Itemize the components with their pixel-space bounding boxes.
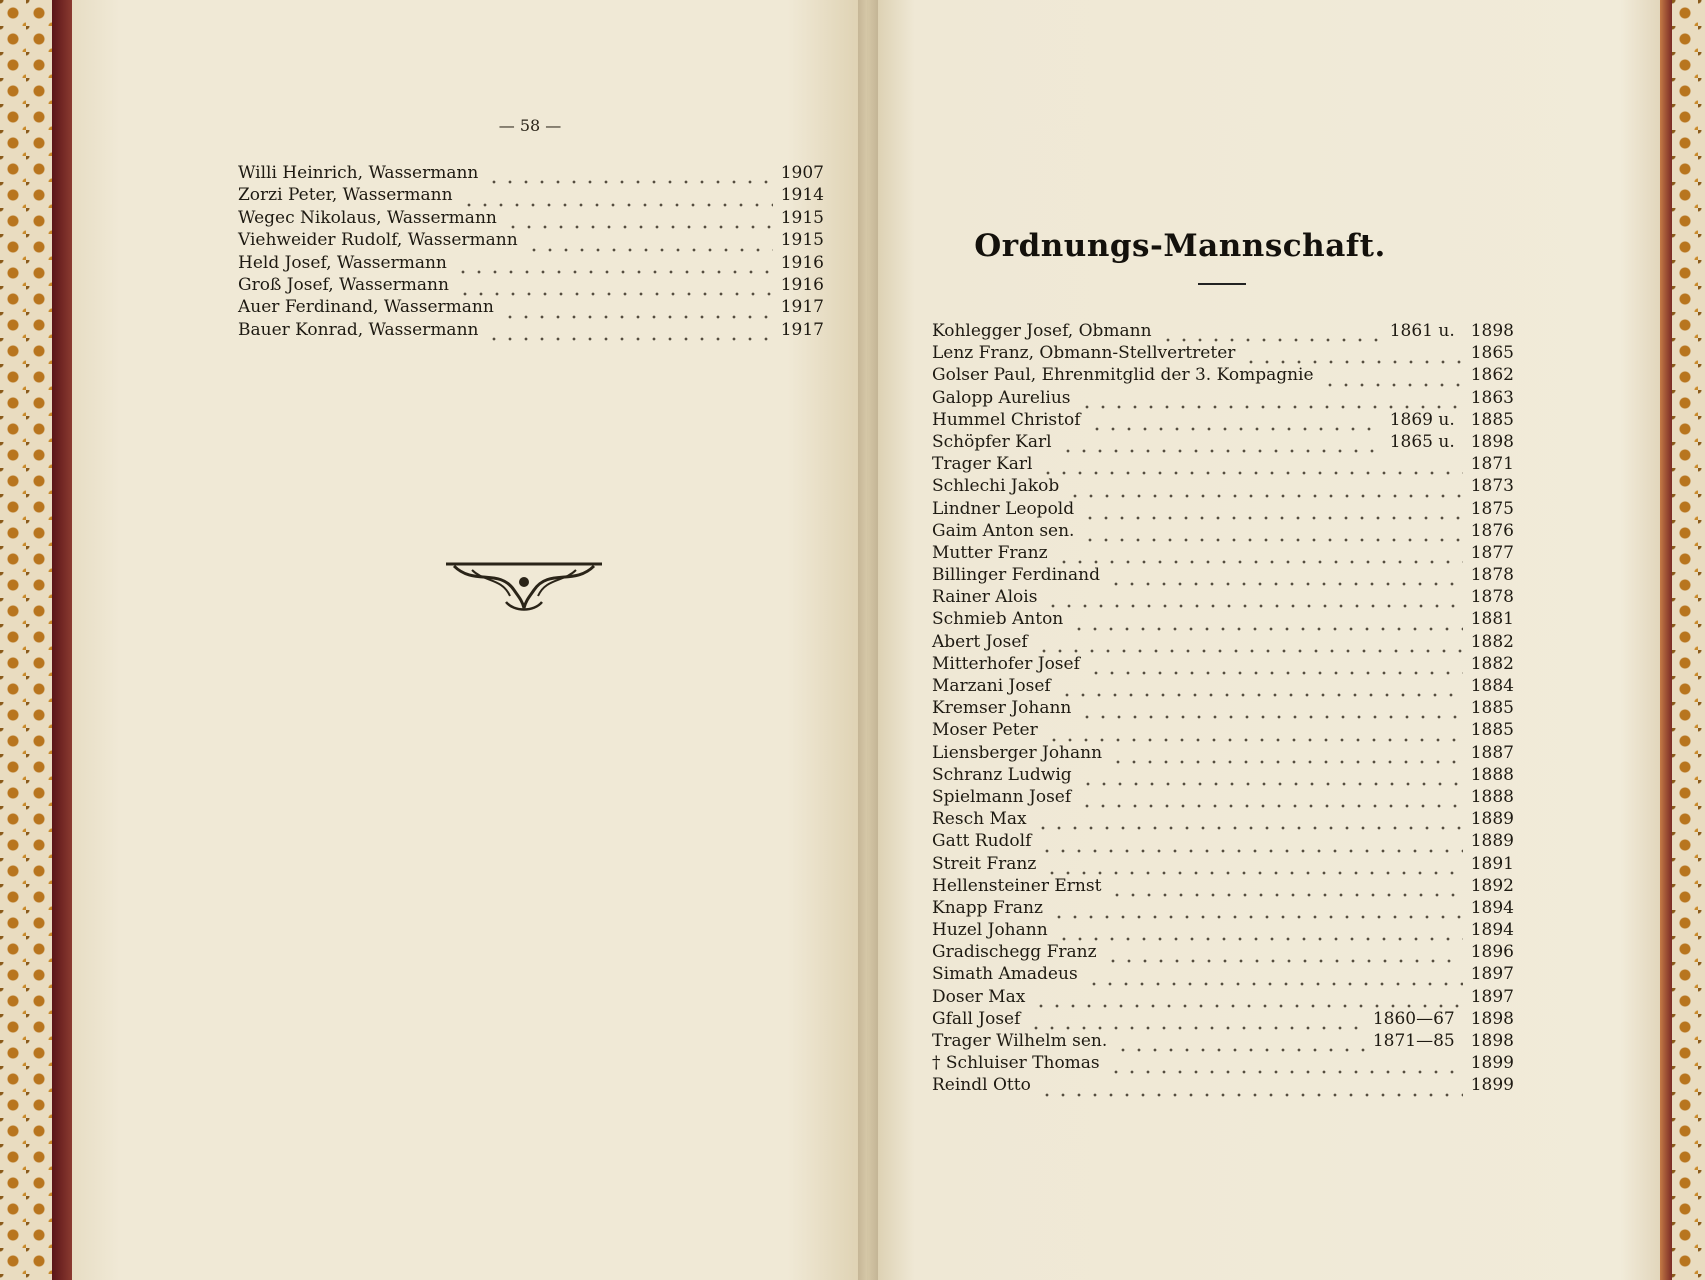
list-item bbox=[932, 964, 1514, 986]
entry-name: Gaim Anton sen. bbox=[932, 520, 1075, 541]
dot-leader bbox=[1067, 482, 1462, 499]
entry-period: 1865 u. bbox=[1389, 431, 1455, 452]
entry-year: 1865 bbox=[1470, 343, 1514, 364]
dot-leader bbox=[1108, 570, 1463, 587]
dot-leader bbox=[505, 213, 773, 230]
entry-name: Gradischegg Franz bbox=[932, 942, 1097, 963]
entry-year: 1887 bbox=[1470, 742, 1514, 763]
dot-leader bbox=[1044, 859, 1462, 876]
dot-leader bbox=[1035, 814, 1463, 831]
list-item bbox=[238, 208, 824, 230]
entry-name: Gatt Rudolf bbox=[932, 831, 1032, 852]
dot-leader bbox=[1110, 748, 1463, 765]
entry-year: 1897 bbox=[1470, 964, 1514, 985]
entry-name: Golser Paul, Ehrenmitglid der 3. Kompagnie bbox=[932, 365, 1314, 386]
entry-name: Wegec Nikolaus, Wassermann bbox=[238, 207, 497, 228]
entry-year: 1877 bbox=[1470, 542, 1514, 563]
list-item bbox=[238, 230, 824, 252]
list-item bbox=[238, 275, 824, 297]
entry-name: Schlechi Jakob bbox=[932, 476, 1060, 497]
entry-name: Lindner Leopold bbox=[932, 498, 1075, 519]
list-item bbox=[932, 698, 1514, 720]
entry-name: Trager Karl bbox=[932, 454, 1033, 475]
dot-leader bbox=[457, 280, 773, 297]
decorative-border-left bbox=[0, 0, 52, 1280]
entry-name: Zorzi Peter, Wassermann bbox=[238, 185, 453, 206]
entry-year: 1915 bbox=[780, 230, 824, 251]
entry-period: 1861 u. bbox=[1389, 321, 1455, 341]
entry-period: 1869 u. bbox=[1389, 409, 1455, 430]
entry-year: 1885 bbox=[1470, 720, 1514, 741]
dot-leader bbox=[1322, 371, 1463, 388]
entry-year: 1898 bbox=[1470, 1031, 1514, 1051]
dot-leader bbox=[1243, 348, 1462, 365]
entry-name: Viehweider Rudolf, Wassermann bbox=[238, 230, 518, 251]
entry-name: Galopp Aurelius bbox=[932, 387, 1071, 408]
dot-leader bbox=[1059, 681, 1463, 698]
entry-year: 1884 bbox=[1470, 676, 1514, 696]
entry-year: 1894 bbox=[1470, 897, 1514, 918]
list-item bbox=[932, 521, 1514, 543]
entry-name: Hellensteiner Ernst bbox=[932, 875, 1102, 896]
dot-leader bbox=[1086, 970, 1463, 987]
dot-leader bbox=[1028, 1014, 1364, 1031]
list-item bbox=[238, 163, 824, 185]
list-item bbox=[932, 676, 1514, 698]
entry-year: 1899 bbox=[1470, 1053, 1514, 1074]
entry-year: 1896 bbox=[1470, 942, 1514, 963]
entry-name: Kremser Johann bbox=[932, 698, 1072, 719]
list-item bbox=[932, 765, 1514, 787]
entry-year: 1888 bbox=[1470, 786, 1514, 807]
list-item bbox=[932, 432, 1514, 454]
list-item bbox=[932, 1053, 1514, 1075]
entry-name: Resch Max bbox=[932, 809, 1027, 830]
entry-name: Streit Franz bbox=[932, 853, 1037, 874]
entry-year: 1894 bbox=[1470, 920, 1514, 941]
list-item bbox=[932, 388, 1514, 410]
entry-name: Liensberger Johann bbox=[932, 742, 1103, 763]
list-item bbox=[932, 720, 1514, 742]
entry-name: Schöpfer Karl bbox=[932, 431, 1052, 452]
list-item bbox=[932, 476, 1514, 498]
left-name-list bbox=[238, 163, 824, 342]
entry-year: 1881 bbox=[1470, 609, 1514, 630]
list-item bbox=[932, 609, 1514, 631]
entry-year: 1907 bbox=[780, 163, 824, 183]
entry-name: Kohlegger Josef, Obmann bbox=[932, 321, 1152, 341]
list-item bbox=[932, 632, 1514, 654]
entry-year: 1882 bbox=[1470, 631, 1514, 652]
entry-year: 1875 bbox=[1470, 498, 1514, 519]
entry-year: 1878 bbox=[1470, 565, 1514, 586]
vignette-ornament-icon bbox=[444, 556, 604, 616]
dot-leader bbox=[1040, 459, 1462, 476]
entry-name: Moser Peter bbox=[932, 720, 1038, 741]
entry-name: Simath Amadeus bbox=[932, 964, 1078, 985]
dot-leader bbox=[1071, 615, 1462, 632]
dot-leader bbox=[1115, 1036, 1365, 1053]
list-item bbox=[932, 787, 1514, 809]
entry-name: Rainer Alois bbox=[932, 587, 1038, 608]
entry-name: Knapp Franz bbox=[932, 897, 1043, 918]
list-item bbox=[932, 854, 1514, 876]
entry-name: Marzani Josef bbox=[932, 676, 1051, 696]
dot-leader bbox=[461, 191, 773, 208]
list-item bbox=[932, 987, 1514, 1009]
entry-year: 1889 bbox=[1470, 809, 1514, 830]
dot-leader bbox=[1045, 592, 1462, 609]
dot-leader bbox=[1088, 659, 1463, 676]
list-item bbox=[238, 185, 824, 207]
dot-leader bbox=[486, 325, 772, 342]
dot-leader bbox=[1060, 437, 1382, 454]
entry-name: Mitterhofer Josef bbox=[932, 653, 1080, 674]
entry-name: Huzel Johann bbox=[932, 920, 1048, 941]
dot-leader bbox=[486, 168, 772, 185]
list-item bbox=[932, 454, 1514, 476]
dot-leader bbox=[1082, 504, 1463, 521]
entry-name: Trager Wilhelm sen. bbox=[932, 1031, 1108, 1051]
dot-leader bbox=[1079, 792, 1463, 809]
list-item bbox=[932, 543, 1514, 565]
cover-edge-left bbox=[52, 0, 72, 1280]
entry-name: Reindl Otto bbox=[932, 1075, 1031, 1096]
entry-year: 1871 bbox=[1470, 454, 1514, 475]
entry-name: Held Josef, Wassermann bbox=[238, 252, 447, 273]
entry-year: 1888 bbox=[1470, 764, 1514, 785]
list-item bbox=[932, 343, 1514, 365]
list-item bbox=[238, 320, 824, 342]
dot-leader bbox=[455, 258, 773, 275]
entry-year: 1889 bbox=[1470, 831, 1514, 852]
entry-name: Willi Heinrich, Wassermann bbox=[238, 163, 479, 183]
entry-year: 1916 bbox=[780, 252, 824, 273]
entry-year: 1898 bbox=[1470, 321, 1514, 341]
list-item bbox=[932, 942, 1514, 964]
dot-leader bbox=[1079, 703, 1462, 720]
dot-leader bbox=[1046, 726, 1463, 743]
list-item bbox=[932, 365, 1514, 387]
section-title: Ordnungs-Mannschaft. bbox=[974, 228, 1386, 264]
list-item bbox=[932, 1031, 1514, 1053]
entry-name: Bauer Konrad, Wassermann bbox=[238, 319, 479, 340]
entry-name: † Schluiser Thomas bbox=[932, 1053, 1100, 1074]
entry-year: 1873 bbox=[1470, 476, 1514, 497]
list-item bbox=[932, 654, 1514, 676]
dot-leader bbox=[1036, 637, 1463, 654]
dot-leader bbox=[1039, 837, 1462, 854]
cover-edge-right bbox=[1660, 0, 1672, 1280]
list-item bbox=[238, 253, 824, 275]
list-item bbox=[932, 1009, 1514, 1031]
entry-year: 1914 bbox=[780, 185, 824, 206]
dot-leader bbox=[1080, 770, 1463, 787]
entry-year: 1916 bbox=[780, 274, 824, 295]
entry-name: Spielmann Josef bbox=[932, 786, 1072, 807]
entry-name: Doser Max bbox=[932, 986, 1026, 1007]
entry-year: 1885 bbox=[1470, 409, 1514, 430]
dot-leader bbox=[1039, 1081, 1463, 1098]
dot-leader bbox=[526, 236, 773, 253]
list-item bbox=[932, 831, 1514, 853]
list-item bbox=[932, 809, 1514, 831]
entry-year: 1898 bbox=[1470, 1008, 1514, 1029]
entry-name: Lenz Franz, Obmann-Stellvertreter bbox=[932, 343, 1236, 364]
entry-year: 1898 bbox=[1470, 431, 1514, 452]
entry-year: 1917 bbox=[780, 297, 824, 318]
list-item bbox=[932, 565, 1514, 587]
list-item bbox=[932, 321, 1514, 343]
entry-year: 1885 bbox=[1470, 698, 1514, 719]
dot-leader bbox=[1108, 1058, 1463, 1075]
entry-name: Hummel Christof bbox=[932, 409, 1081, 430]
list-item bbox=[932, 410, 1514, 432]
entry-year: 1878 bbox=[1470, 587, 1514, 608]
dot-leader bbox=[1051, 903, 1463, 920]
entry-year: 1876 bbox=[1470, 520, 1514, 541]
list-item bbox=[932, 876, 1514, 898]
dot-leader bbox=[1056, 548, 1463, 565]
list-item bbox=[932, 898, 1514, 920]
dot-leader bbox=[1105, 947, 1463, 964]
dot-leader bbox=[1089, 415, 1382, 432]
entry-name: Mutter Franz bbox=[932, 542, 1048, 563]
entry-year: 1891 bbox=[1470, 853, 1514, 874]
list-item bbox=[932, 587, 1514, 609]
entry-year: 1899 bbox=[1470, 1075, 1514, 1096]
entry-year: 1862 bbox=[1470, 365, 1514, 386]
entry-year: 1897 bbox=[1470, 986, 1514, 1007]
entry-name: Gfall Josef bbox=[932, 1008, 1021, 1029]
entry-name: Schmieb Anton bbox=[932, 609, 1064, 630]
entry-year: 1882 bbox=[1470, 653, 1514, 674]
decorative-border-right bbox=[1672, 0, 1705, 1280]
entry-year: 1892 bbox=[1470, 875, 1514, 896]
page-number: — 58 — bbox=[498, 116, 562, 135]
dot-leader bbox=[1160, 326, 1382, 343]
entry-name: Abert Josef bbox=[932, 631, 1028, 652]
list-item bbox=[932, 1075, 1514, 1097]
entry-name: Auer Ferdinand, Wassermann bbox=[238, 297, 494, 318]
entry-name: Groß Josef, Wassermann bbox=[238, 274, 449, 295]
entry-name: Schranz Ludwig bbox=[932, 764, 1072, 785]
book-gutter bbox=[858, 0, 878, 1280]
title-rule bbox=[1198, 283, 1246, 285]
dot-leader bbox=[1033, 992, 1462, 1009]
entry-period: 1860—67 bbox=[1372, 1008, 1455, 1029]
entry-year: 1915 bbox=[780, 207, 824, 228]
list-item bbox=[238, 297, 824, 319]
entry-year: 1917 bbox=[780, 319, 824, 340]
entry-year: 1863 bbox=[1470, 387, 1514, 408]
entry-period: 1871—85 bbox=[1372, 1031, 1455, 1051]
right-name-list bbox=[932, 321, 1514, 1098]
list-item bbox=[932, 920, 1514, 942]
dot-leader bbox=[1109, 881, 1462, 898]
entry-name: Billinger Ferdinand bbox=[932, 565, 1100, 586]
list-item bbox=[932, 499, 1514, 521]
dot-leader bbox=[1079, 393, 1463, 410]
dot-leader bbox=[502, 303, 773, 320]
list-item bbox=[932, 743, 1514, 765]
dot-leader bbox=[1056, 925, 1463, 942]
dot-leader bbox=[1082, 526, 1462, 543]
